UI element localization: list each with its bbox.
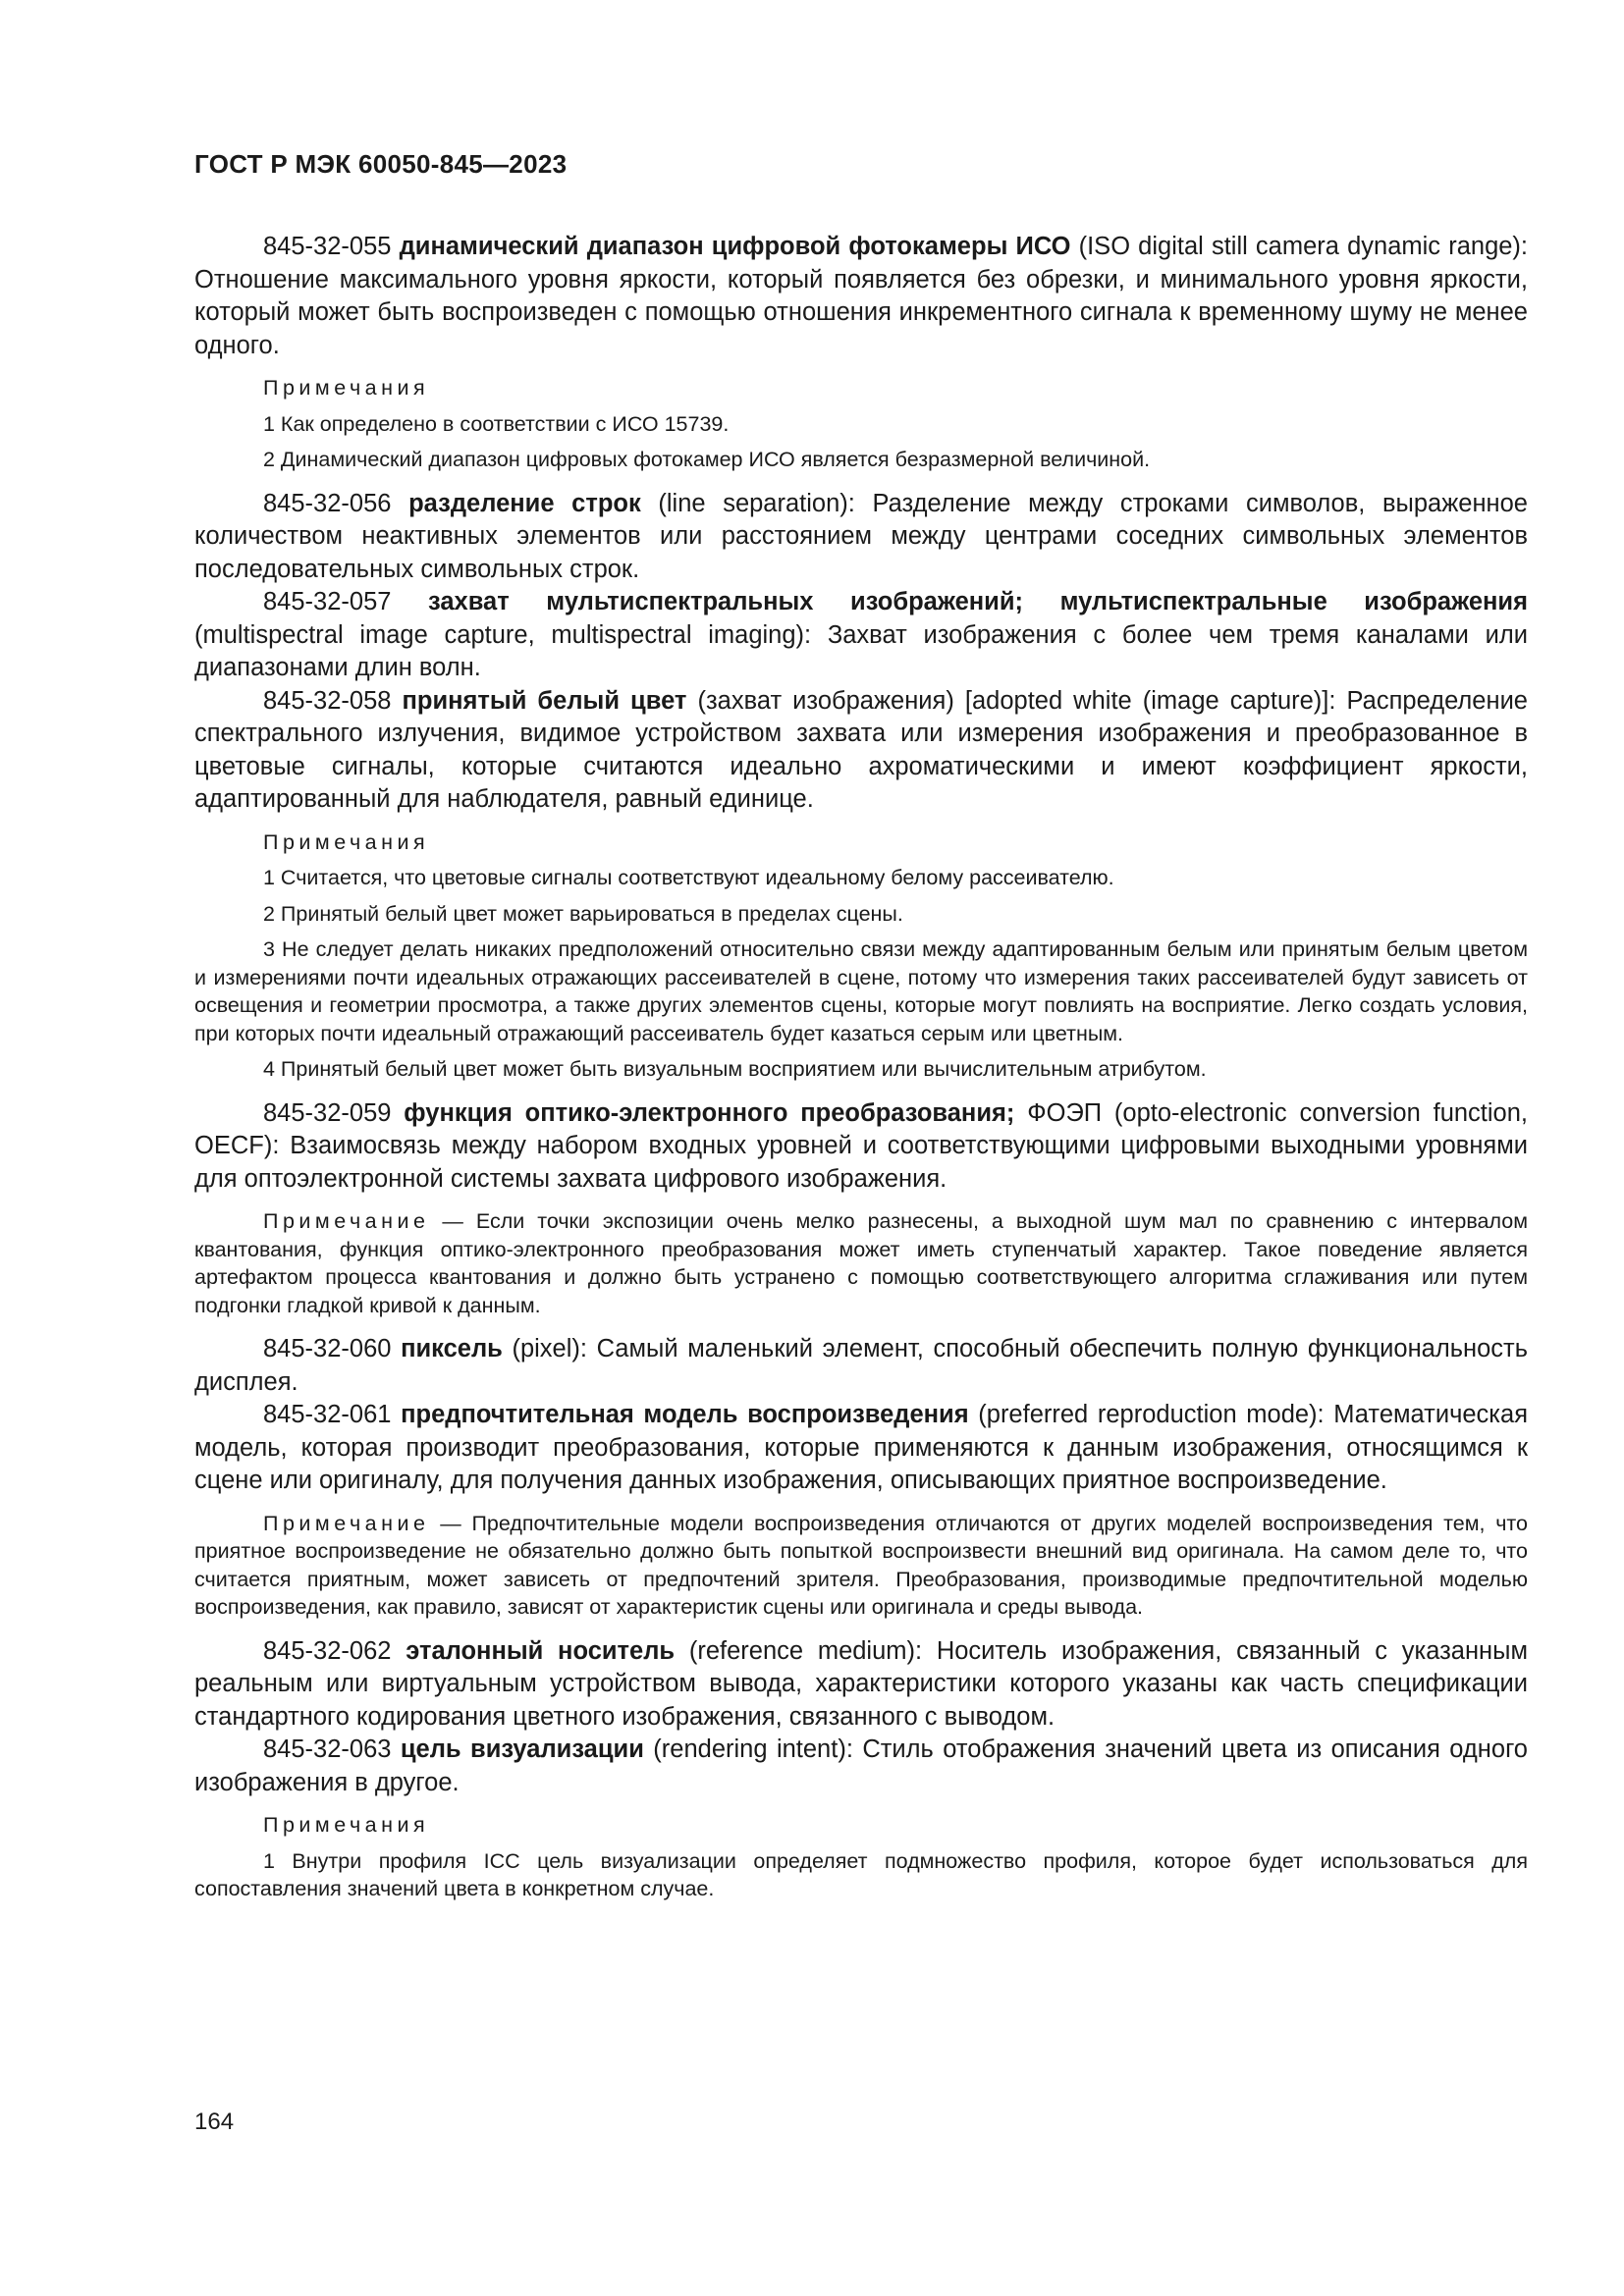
term-name: предпочтительная модель воспроизведения	[401, 1401, 969, 1428]
note-label: Примечание	[263, 1209, 430, 1233]
term-code: 845-32-060	[263, 1335, 392, 1362]
term-entry-059	[194, 1097, 1528, 1197]
note-item: 2 Динамический диапазон цифровых фотокамер ИСО является безразмерной величиной.	[263, 448, 1151, 471]
term-definition: (захват изображения) [adopted white (image capture)]: Распределение спектрального излучения, видимое устройством захвата или измерения изображения и преобразованное в цветовые сигналы, которые считаются идеально ахроматическими и имеют коэффициент яркости, адаптированный для наблюдателя, равный единице.	[194, 686, 1528, 813]
term-definition: (pixel): Самый маленький элемент, способный обеспечить полную функциональность дисплея.	[194, 1335, 1528, 1396]
term-code: 845-32-058	[263, 686, 392, 715]
term-code: 845-32-062	[263, 1636, 392, 1665]
term-definition: (rendering intent): Стиль отображения значений цвета из описания одного изображения в другое.	[194, 1735, 1528, 1796]
note-item: 4 Принятый белый цвет может быть визуальным восприятием или вычислительным атрибутом.	[263, 1057, 1207, 1081]
term-entry-061	[194, 1399, 1528, 1498]
term-definition: (ISO digital still camera dynamic range): Отношение максимального уровня яркости, который появляется без обрезки, и минимального уровня яркости, который может быть воспроизведен с помощью отношения инкрементного сигнала к временному шуму не менее одного.	[194, 233, 1529, 359]
notes-heading: Примечания	[263, 829, 430, 854]
term-entry-057	[194, 586, 1528, 685]
term-code: 845-32-056	[263, 489, 392, 517]
term-name: динамический диапазон цифровой фотокамеры ИСО	[399, 233, 1071, 260]
note-item: 1 Внутри профиля ICC цель визуализации определяет подмножество профиля, которое будет использоваться для сопоставления значений цвета в конкретном случае.	[194, 1848, 1528, 1900]
term-code: 845-32-057	[263, 588, 392, 615]
term-entry-062	[194, 1635, 1528, 1735]
note-item: 3 Не следует делать никаких предположений относительно связи между адаптированным белым или принятым белым цветом и измерениями почти идеальных отражающих рассеивателей в сцене, потому что измерения таких рассеивателей будут зависеть от освещения и геометрии просмотра, а также других элементов сцены, которые могут повлиять на восприятие. Легко создать условия, при которых почти идеальный отражающий рассеиватель будет казаться серым или цветным.	[194, 937, 1528, 1045]
term-name: эталонный носитель	[406, 1636, 676, 1665]
term-name: принятый белый цвет	[402, 686, 687, 715]
note-item: 2 Принятый белый цвет может варьироваться в пределах сцены.	[263, 901, 903, 926]
page-number: 164	[194, 2109, 235, 2135]
term-name: цель визуализации	[400, 1735, 644, 1763]
term-code: 845-32-063	[263, 1735, 392, 1763]
term-entry-056	[194, 488, 1528, 587]
term-entry-063	[194, 1734, 1528, 1799]
term-definition: (reference medium): Носитель изображения, связанный с указанным реальным или виртуальным устройством вывода, характеристики которого указаны как часть спецификации стандартного кодирования цветного изображения, связанного с выводом.	[194, 1636, 1528, 1731]
term-definition: (preferred reproduction mode): Математическая модель, которая производит преобразования, которые применяются к данным изображения, относящимся к сцене или оригиналу, для получения данных изображения, описывающих приятное воспроизведение.	[194, 1401, 1529, 1494]
notes-055	[194, 374, 1528, 474]
term-code: 845-32-059	[263, 1098, 392, 1127]
term-definition: ФОЭП (opto-electronic conversion function, OECF): Взаимосвязь между набором входных уровней и соответствующими цифровыми выходными уровнями для оптоэлектронной системы захвата цифрового изображения.	[194, 1098, 1529, 1193]
notes-heading: Примечания	[263, 376, 430, 400]
term-name: функция оптико-электронного преобразования;	[404, 1098, 1015, 1127]
note-061	[194, 1510, 1528, 1622]
note-059	[194, 1207, 1528, 1319]
notes-063	[194, 1811, 1528, 1903]
term-definition: (multispectral image capture, multispectral imaging): Захват изображения с более чем тремя каналами или диапазонами длин волн.	[194, 620, 1528, 681]
note-item: 1 Как определено в соответствии с ИСО 15739.	[263, 411, 730, 436]
note-item: 1 Считается, что цветовые сигналы соответствуют идеальному белому рассеивателю.	[263, 866, 1114, 889]
term-code: 845-32-055	[263, 233, 392, 260]
term-name: захват мультиспектральных изображений; мультиспектральные изображения	[428, 588, 1528, 615]
note-text: — Предпочтительные модели воспроизведения отличаются от других моделей воспроизведения тем, что приятное воспроизведение не обязательно должно быть попыткой воспроизвести внешний вид оригинала. На самом деле то, что считается приятным, может зависеть от предпочтений зрителя. Преобразования, производимые предпочтительной моделью воспроизведения, как правило, зависят от характеристик сцены или оригинала и среды вывода.	[194, 1511, 1528, 1619]
document-page	[194, 137, 1528, 1917]
term-entry-060	[194, 1333, 1528, 1399]
note-label: Примечание	[263, 1511, 430, 1535]
term-entry-055	[194, 231, 1528, 362]
term-entry-058	[194, 685, 1528, 817]
term-name: пиксель	[401, 1335, 503, 1362]
term-definition: (line separation): Разделение между строками символов, выраженное количеством неактивных элементов или расстоянием между центрами соседних символьных элементов последовательных символьных строк.	[194, 489, 1528, 583]
document-header: ГОСТ Р МЭК 60050-845—2023	[194, 149, 568, 179]
term-code: 845-32-061	[263, 1401, 392, 1428]
notes-058	[194, 828, 1528, 1084]
note-text: — Если точки экспозиции очень мелко разнесены, а выходной шум мал по сравнению с интервалом квантования, функция оптико-электронного преобразования может иметь ступенчатый характер. Такое поведение является артефактом процесса квантования и должно быть устранено с помощью соответствующего алгоритма сглаживания или путем подгонки гладкой кривой к данным.	[194, 1209, 1528, 1317]
notes-heading: Примечания	[263, 1813, 430, 1837]
term-name: разделение строк	[408, 489, 641, 517]
